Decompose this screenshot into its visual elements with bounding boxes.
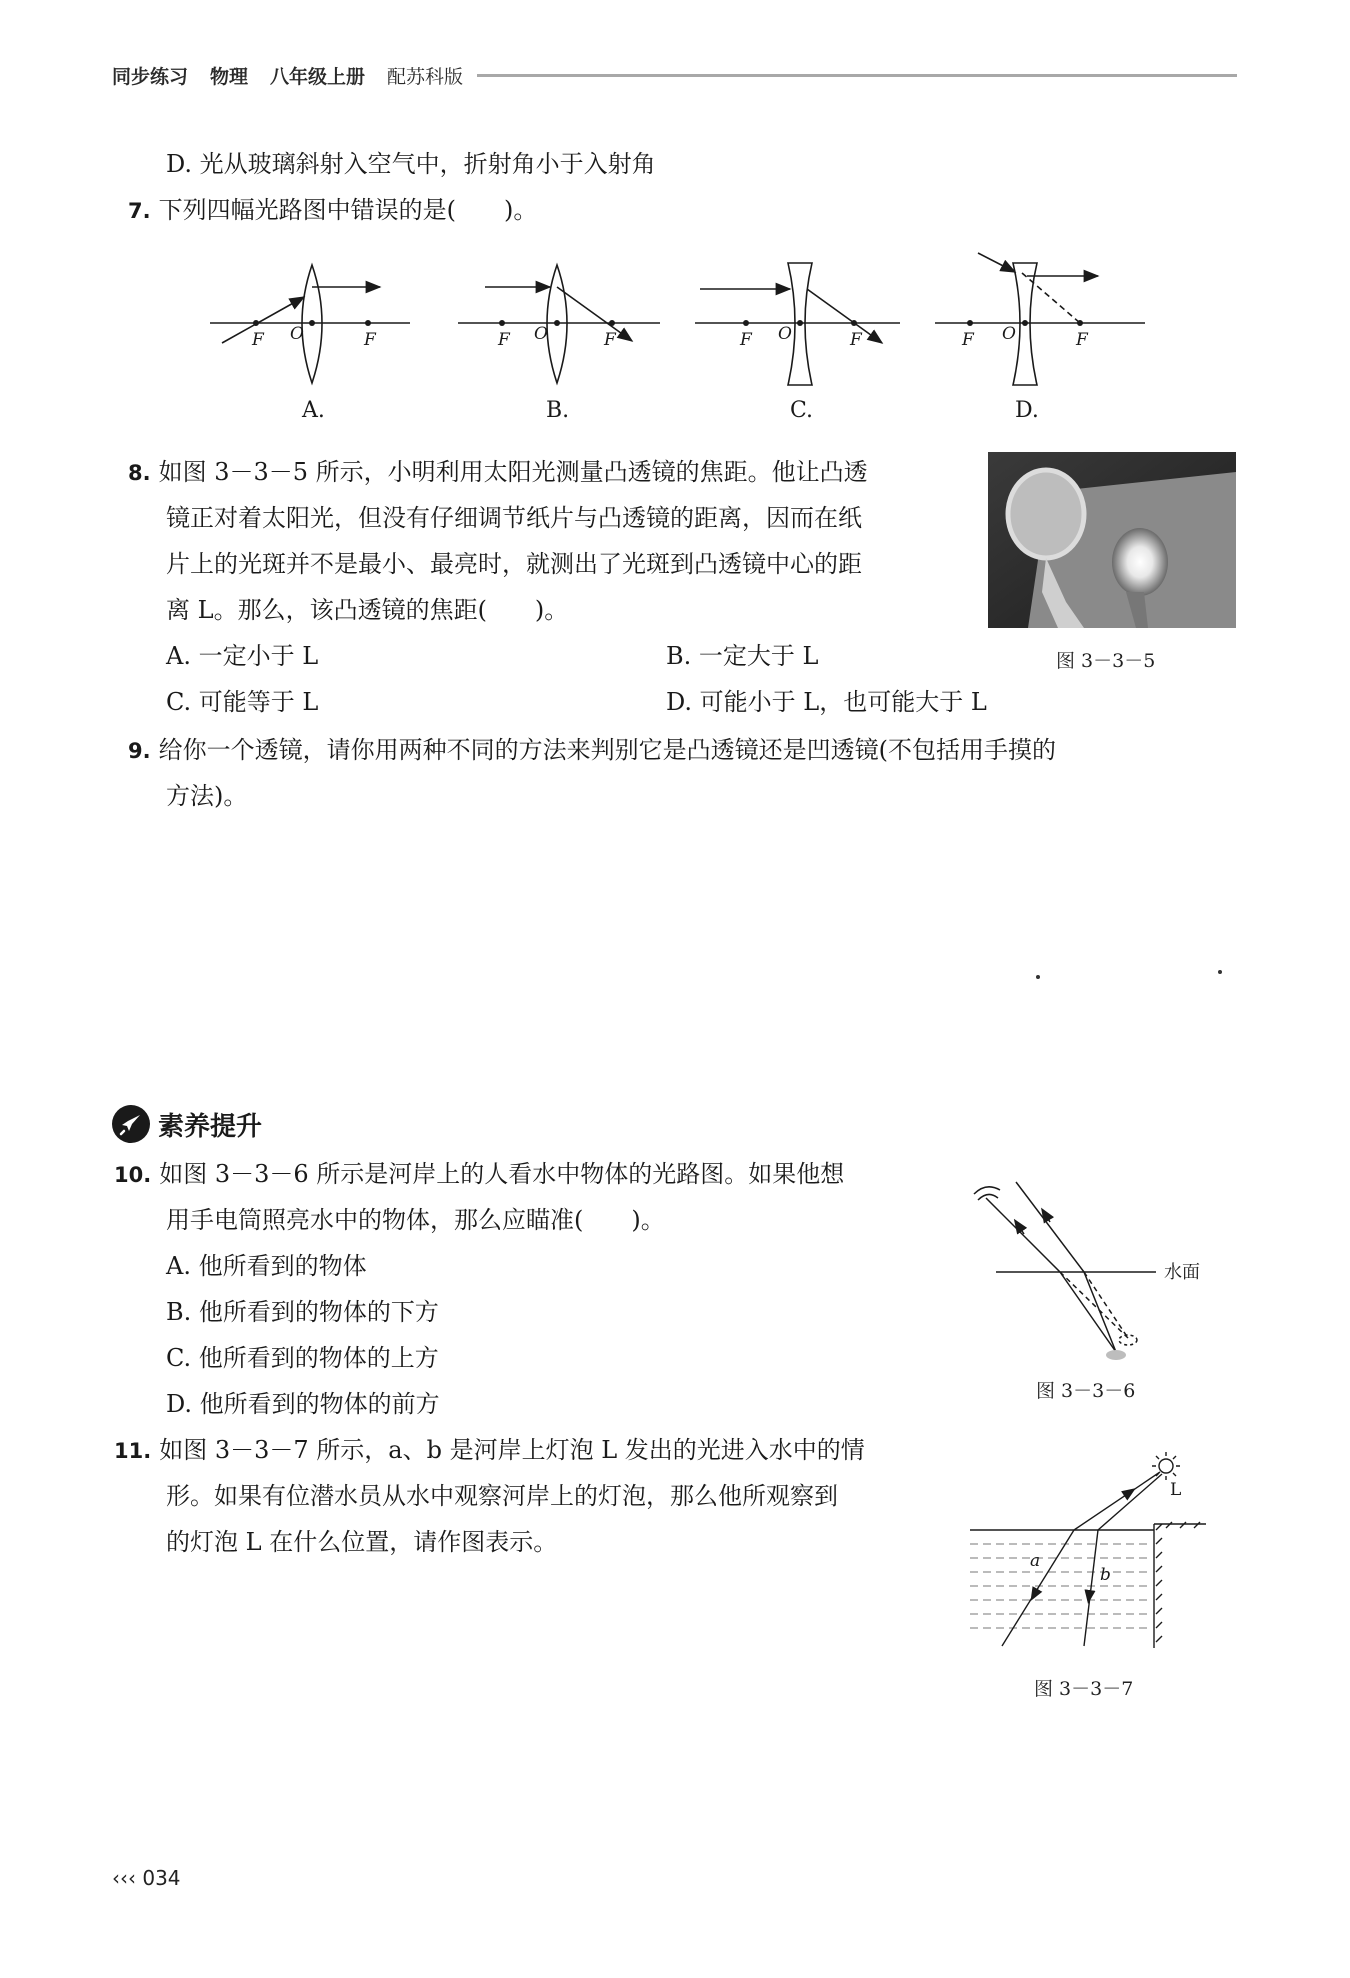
q10-option-c: C. 他所看到的物体的上方 [166, 1344, 439, 1372]
q10-option-b: B. 他所看到的物体的下方 [166, 1298, 439, 1326]
b-center: O [534, 324, 548, 344]
fig-3-3-7-diagram [966, 1448, 1216, 1648]
diagram-d-concave-lens [935, 253, 1145, 385]
c-center: O [778, 324, 792, 344]
edition: 配苏科版 [387, 65, 464, 88]
a-focus-right: F [364, 330, 376, 350]
chevrons-left-icon: ‹‹‹ [112, 1866, 136, 1890]
ray-b-label: b [1100, 1565, 1111, 1585]
book-series: 同步练习 [112, 65, 189, 88]
q8-option-c: C. 可能等于 L [166, 688, 319, 716]
q7-label-b: B. [546, 398, 570, 423]
q7-number: 7. [128, 199, 151, 223]
c-focus-right: F [850, 330, 862, 350]
fig-3-3-7-caption: 图 3－3－7 [1034, 1678, 1134, 1700]
d-focus-left: F [962, 330, 974, 350]
subject: 物理 [210, 65, 249, 88]
ray-a-label: a [1030, 1551, 1041, 1571]
q10-line-2: 用手电筒照亮水中的物体，那么应瞄准( )。 [166, 1206, 665, 1234]
q9-line-2: 方法)。 [166, 782, 248, 810]
q8-number: 8. [128, 461, 151, 485]
page-number: 034 [142, 1866, 181, 1890]
q7-stem [128, 193, 537, 228]
q10-line-1: 10. 如图 3－3－6 所示是河岸上的人看水中物体的光路图。如果他想 [114, 1160, 845, 1188]
q7-label-a: A. [302, 398, 325, 423]
b-focus-left: F [498, 330, 510, 350]
page-header [112, 60, 1237, 90]
section-header [112, 1104, 262, 1144]
fig-3-3-6-caption: 图 3－3－6 [1036, 1380, 1136, 1402]
header-rule [477, 74, 1237, 77]
q8-photo-magnifier [988, 452, 1236, 628]
q8-line-1: 8. 如图 3－3－5 所示，小明利用太阳光测量凸透镜的焦距。他让凸透 [128, 458, 868, 486]
q7-label-d: D. [1015, 398, 1039, 423]
bulb-label: L [1170, 1480, 1182, 1500]
q10-number: 10. [114, 1163, 152, 1187]
d-center: O [1002, 324, 1016, 344]
q10-option-d: D. 他所看到的物体的前方 [166, 1390, 440, 1418]
c-focus-left: F [740, 330, 752, 350]
fig-3-3-6-diagram [960, 1160, 1220, 1370]
q7-label-c: C. [790, 398, 814, 423]
q10-option-a: A. 他所看到的物体 [166, 1252, 367, 1280]
q11-line-1: 11. 如图 3－3－7 所示，a、b 是河岸上灯泡 L 发出的光进入水中的情 [114, 1436, 865, 1464]
q8-option-a: A. 一定小于 L [166, 642, 319, 670]
q7-text: 下列四幅光路图中错误的是( )。 [158, 196, 538, 224]
section-title: 素养提升 [158, 1111, 263, 1142]
water-surface-label: 水面 [1164, 1262, 1200, 1283]
q8-line-4: 离 L。那么，该凸透镜的焦距( )。 [166, 596, 569, 624]
q6-option-d: D. 光从玻璃斜射入空气中，折射角小于入射角 [166, 150, 656, 178]
q8-option-d: D. 可能小于 L，也可能大于 L [666, 688, 987, 716]
q11-line-3: 的灯泡 L 在什么位置，请作图表示。 [166, 1528, 558, 1556]
page-footer [112, 1866, 181, 1890]
q11-line-2: 形。如果有位潜水员从水中观察河岸上的灯泡，那么他所观察到 [166, 1482, 838, 1510]
b-focus-right: F [604, 330, 616, 350]
q8-line-3: 片上的光斑并不是最小、最亮时，就测出了光斑到凸透镜中心的距 [166, 550, 862, 578]
a-focus-left: F [252, 330, 264, 350]
speck [1036, 975, 1040, 979]
q11-number: 11. [114, 1439, 152, 1463]
q7-lens-diagrams [200, 245, 1150, 430]
rocket-icon [112, 1105, 150, 1143]
d-focus-right: F [1076, 330, 1088, 350]
q9-line-1: 9. 给你一个透镜，请你用两种不同的方法来判别它是凸透镜还是凹透镜(不包括用手摸的 [128, 736, 1056, 764]
q8-option-b: B. 一定大于 L [666, 642, 819, 670]
fig-3-3-5-caption: 图 3－3－5 [1056, 650, 1156, 672]
speck [1218, 970, 1222, 974]
grade: 八年级上册 [270, 65, 366, 88]
a-center: O [290, 324, 304, 344]
q8-line-2: 镜正对着太阳光，但没有仔细调节纸片与凸透镜的距离，因而在纸 [166, 504, 862, 532]
bulb-icon [1152, 1452, 1180, 1480]
q9-number: 9. [128, 739, 151, 763]
